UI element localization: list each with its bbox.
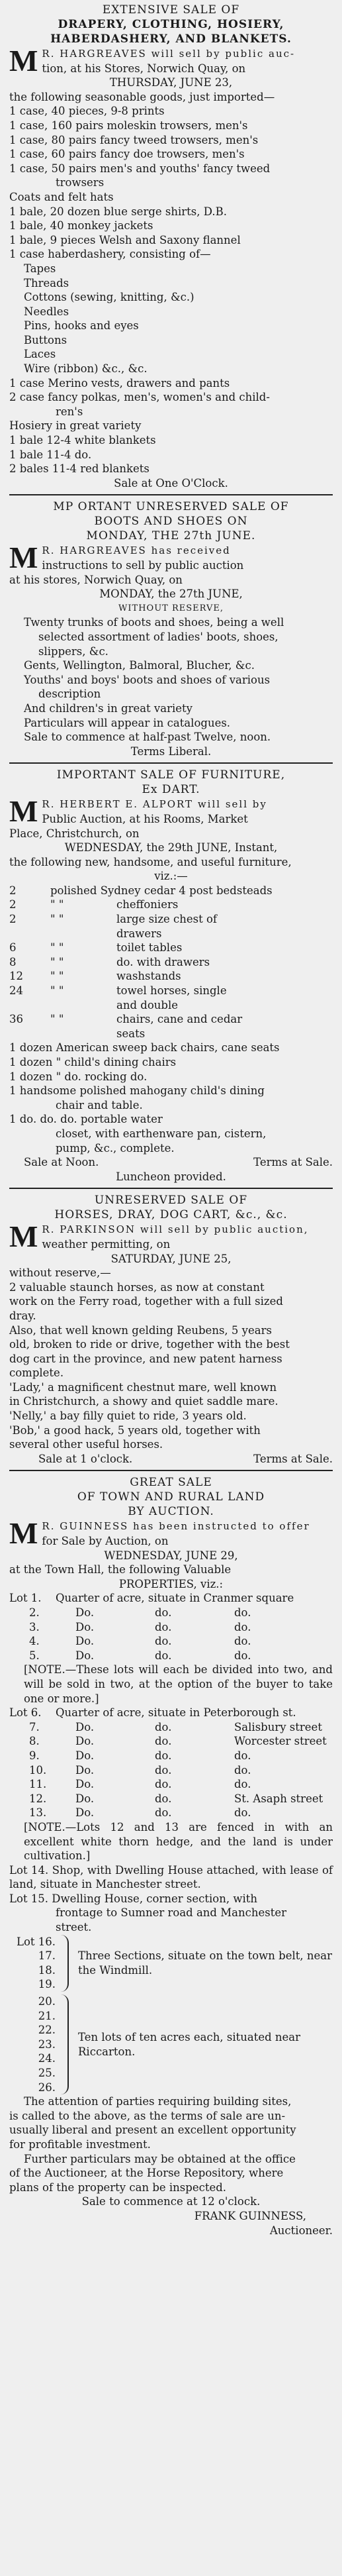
ad-intro: instructions to sell by public auction	[42, 559, 244, 572]
lot-group-riccarton	[9, 1994, 333, 2094]
furniture-item	[9, 998, 333, 1013]
body-line: Particulars will appear in catalogues.	[24, 716, 231, 729]
auctioneer-role: Auctioneer.	[269, 2224, 333, 2237]
body-line: complete.	[9, 1366, 64, 1380]
item-ditto: " "	[50, 955, 64, 968]
item-line: 1 case, 50 pairs men's and youths' fancy tweed	[9, 162, 271, 175]
item-desc: chairs, cane and cedar	[116, 1013, 243, 1026]
furniture-item	[9, 955, 333, 970]
lot-number: 8.	[29, 1735, 40, 1748]
item-ditto: " "	[50, 1013, 64, 1026]
item-line: Cottons (sewing, knitting, &c.)	[24, 291, 194, 304]
item-ditto: " "	[50, 898, 64, 911]
item-line: Pins, hooks and eyes	[24, 319, 139, 333]
furniture-item	[9, 941, 333, 955]
body-line: of the Auctioneer, at the Horse Repository, where	[9, 2167, 284, 2180]
lot-desc: Do.	[75, 1763, 95, 1777]
lot-desc: do.	[234, 1635, 251, 1648]
item-qty: 2	[9, 898, 17, 911]
body-line: for profitable investment.	[9, 2138, 151, 2151]
ad-boots-shoes-sale	[9, 499, 333, 758]
body-line: work on the Ferry road, together with a full sized	[9, 1295, 283, 1308]
item-line: 1 bale, 40 monkey jackets	[9, 219, 153, 232]
item-line: 1 bale 12-4 white blankets	[9, 434, 156, 447]
lot-row	[9, 1706, 333, 1720]
ad-title: EXTENSIVE SALE OF	[102, 3, 240, 17]
item-desc: polished Sydney cedar 4 post bedsteads	[50, 884, 273, 897]
lot-number: 2.	[29, 1606, 40, 1619]
lot-number: 20.	[38, 1995, 56, 2008]
lot-row	[9, 1734, 333, 1749]
item-line: chair and table.	[56, 1098, 143, 1111]
ad-title: UNRESERVED SALE OF	[94, 1194, 248, 1208]
item-ditto: " "	[50, 913, 64, 926]
divider	[9, 762, 333, 764]
ad-intro: at his stores, Norwich Quay, on	[9, 573, 183, 586]
item-ditto: " "	[50, 970, 64, 983]
item-line: 1 do. do. do. portable water	[9, 1113, 163, 1126]
furniture-item	[9, 1027, 333, 1041]
item-line: 2 bales 11-4 red blankets	[9, 462, 150, 476]
divider	[9, 494, 333, 495]
item-line: 1 dozen American sweep back chairs, cane seats	[9, 1041, 280, 1055]
body-line: plans of the property can be inspected.	[9, 2181, 227, 2194]
lot-15: street.	[56, 1921, 92, 1934]
ad-close: Sale to commence at 12 o'clock.	[81, 2195, 261, 2208]
item-desc: washstands	[116, 970, 181, 983]
lot-desc: Salisbury street	[234, 1720, 322, 1733]
ad-date: WEDNESDAY, the 29th JUNE, Instant,	[64, 841, 278, 854]
item-desc: seats	[116, 1027, 146, 1040]
item-line: Tapes	[24, 262, 56, 275]
lot-desc: do.	[155, 1778, 172, 1791]
item-line: 2 case fancy polkas, men's, women's and child-	[9, 391, 270, 404]
ad-intro: R. GUINNESS has been instructed to offer	[42, 1520, 310, 1533]
lot-number: 22.	[38, 2024, 56, 2037]
item-line: 1 bale 11-4 do.	[9, 448, 92, 461]
lot-row	[9, 1777, 333, 1792]
ad-intro: R. HERBERT E. ALPORT will sell by	[42, 798, 267, 811]
item-qty	[9, 1027, 50, 1041]
brace	[56, 1994, 69, 2094]
lot-desc: Quarter of acre, situate in Peterborough st.	[56, 1706, 296, 1720]
ad-intro: for Sale by Auction, on	[42, 1535, 169, 1548]
lot-desc: Do.	[75, 1606, 95, 1619]
item-line: 1 case, 40 pieces, 9-8 prints	[9, 105, 165, 118]
lot-desc: Do.	[75, 1749, 95, 1762]
drop-cap: M	[9, 541, 38, 575]
lot-number: 18.	[38, 1963, 56, 1977]
body-line: Further particulars may be obtained at the office	[24, 2152, 296, 2165]
body-line: 'Lady,' a magnificent chestnut mare, well known	[9, 1380, 277, 1394]
item-desc: drawers	[116, 927, 162, 940]
item-qty: 8	[9, 955, 17, 968]
lot-desc: do.	[155, 1606, 172, 1619]
item-line: 1 case, 160 pairs moleskin trowsers, men's	[9, 119, 248, 132]
item-line: Coats and felt hats	[9, 190, 114, 203]
ad-drapery-sale	[9, 3, 333, 490]
body-line: selected assortment of ladies' boots, shoes,	[38, 630, 278, 643]
item-ditto: " "	[50, 984, 64, 998]
lot-desc: St. Asaph street	[234, 1792, 323, 1805]
lot-desc: Do.	[75, 1635, 95, 1648]
item-line: trowsers	[56, 176, 105, 189]
ad-intro: Place, Christchurch, on	[9, 827, 140, 840]
ad-lead: PROPERTIES, viz.:	[118, 1577, 224, 1590]
lot-15: Lot 15. Dwelling House, corner section, with	[9, 1892, 257, 1905]
item-qty: 24	[9, 984, 23, 998]
ad-viz: viz.:—	[154, 870, 188, 883]
item-qty: 12	[9, 970, 23, 983]
item-ditto: " "	[50, 941, 64, 954]
lot-desc: do.	[155, 1806, 172, 1820]
item-qty: 36	[9, 1013, 23, 1026]
item-qty: 2	[9, 913, 17, 926]
lot-14: Lot 14. Shop, with Dwelling House attached, with lease of land, situate in Manchester street.	[9, 1863, 333, 1891]
item-desc: toilet tables	[116, 941, 183, 954]
lot-desc: Do.	[75, 1720, 95, 1733]
ad-lead: the following new, handsome, and useful furniture,	[9, 855, 292, 868]
ad-intro: R. PARKINSON will sell by public auction,	[42, 1223, 309, 1236]
ad-furniture-sale	[9, 768, 333, 1184]
lot-number: 13.	[29, 1806, 47, 1820]
item-line: closet, with earthenware pan, cistern,	[56, 1127, 267, 1140]
lot-number: 11.	[29, 1778, 47, 1791]
item-qty	[9, 998, 50, 1013]
ad-note: [NOTE.—These lots will each be divided into two, and will be sold in two, at the option of the buyer to take one or more.]	[24, 1663, 333, 1705]
ad-title: DRAPERY, CLOTHING, HOSIERY,	[58, 18, 284, 31]
lot-number: Lot 6.	[9, 1706, 42, 1720]
lot-desc: Do.	[75, 1806, 95, 1820]
lot-number: Lot 16.	[16, 1935, 56, 1948]
item-line: ren's	[56, 405, 83, 418]
lot-number: 5.	[29, 1649, 40, 1662]
item-ditto	[50, 998, 116, 1013]
lot-desc: Worcester street	[234, 1735, 327, 1748]
lot-number: 19.	[38, 1978, 56, 1991]
item-line: 1 bale, 20 dozen blue serge shirts, D.B.	[9, 205, 228, 218]
body-line: usually liberal and present an excellent opportunity	[9, 2124, 296, 2137]
item-line: 1 dozen " do. rocking do.	[9, 1070, 148, 1083]
item-desc: large size chest of	[116, 913, 218, 926]
item-line: 1 case, 60 pairs fancy doe trowsers, men's	[9, 148, 245, 161]
ad-title: GREAT SALE	[130, 1476, 212, 1490]
lot-desc: do.	[234, 1763, 251, 1777]
ad-close: Sale at Noon.	[24, 1156, 99, 1169]
furniture-item	[9, 969, 333, 984]
ad-lead: at the Town Hall, the following Valuable	[9, 1563, 232, 1576]
item-line: Needles	[24, 305, 69, 318]
body-line: 2 valuable staunch horses, as now at constant	[9, 1280, 265, 1294]
lot-row	[9, 1763, 333, 1778]
ad-lunch: Luncheon provided.	[116, 1170, 226, 1183]
lot-desc: do.	[155, 1763, 172, 1777]
item-line: 1 dozen " child's dining chairs	[9, 1056, 177, 1068]
lot-number: 7.	[29, 1720, 40, 1733]
ad-date: WEDNESDAY, JUNE 29,	[104, 1549, 238, 1562]
ad-land-sale	[9, 1475, 333, 2238]
item-line: 1 case, 80 pairs fancy tweed trowsers, men's	[9, 133, 259, 146]
lot-desc: do.	[234, 1606, 251, 1619]
lot-desc: Do.	[75, 1792, 95, 1805]
drop-cap: M	[9, 1516, 38, 1551]
item-line: Threads	[24, 276, 69, 289]
item-qty: 6	[9, 941, 17, 954]
item-line: Buttons	[24, 333, 67, 346]
lot-desc: do.	[234, 1778, 251, 1791]
ad-title: MP ORTANT UNRESERVED SALE OF	[53, 500, 289, 514]
lot-desc: do.	[155, 1792, 172, 1805]
lot-row	[9, 1634, 333, 1649]
ad-date: MONDAY, the 27th JUNE,	[99, 588, 243, 601]
lot-desc: do.	[234, 1806, 251, 1820]
lot-row	[9, 1806, 333, 1820]
lot-row	[9, 1749, 333, 1763]
ad-date: SATURDAY, JUNE 25,	[110, 1252, 232, 1265]
lot-number: 25.	[38, 2067, 56, 2079]
ad-close: Sale at 1 o'clock.	[38, 1452, 133, 1465]
lot-desc: do.	[155, 1635, 172, 1648]
ad-terms: Terms at Sale.	[253, 1452, 333, 1465]
furniture-item	[9, 1012, 333, 1027]
ad-horses-sale	[9, 1193, 333, 1466]
item-line: 1 case haberdashery, consisting of—	[9, 248, 211, 261]
body-line: 'Bob,' a good hack, 5 years old, together with	[9, 1423, 261, 1437]
ad-title: MONDAY, THE 27th JUNE.	[86, 529, 256, 543]
item-desc: cheffoniers	[116, 898, 179, 911]
ad-intro: R. HARGREAVES has received	[42, 544, 231, 557]
lot-desc: Do.	[75, 1620, 95, 1633]
body-line: And children's in great variety	[24, 701, 192, 715]
ad-intro: R. HARGREAVES will sell by public auc-	[42, 48, 296, 60]
lot-15: frontage to Sumner road and Manchester	[56, 1906, 286, 1920]
lot-number: 21.	[38, 2009, 56, 2022]
item-desc: towel horses, single	[116, 984, 227, 998]
lot-desc: do.	[234, 1620, 251, 1633]
ad-intro: tion, at his Stores, Norwich Quay, on	[42, 62, 246, 75]
body-line: without reserve,—	[9, 1266, 111, 1280]
lot-desc: do.	[234, 1749, 251, 1762]
lot-number: 10.	[29, 1763, 47, 1777]
body-line: Sale to commence at half-past Twelve, noon.	[24, 731, 271, 744]
ad-title: Ex DART.	[142, 783, 200, 797]
lot-desc: do.	[155, 1735, 172, 1748]
item-qty	[9, 927, 50, 941]
ad-terms: Terms Liberal.	[130, 745, 212, 758]
body-line: is called to the above, as the terms of sale are un-	[9, 2109, 286, 2122]
ad-note: [NOTE.—Lots 12 and 13 are fenced in with an excellent white thorn hedge, and the land is under cultivation.]	[24, 1820, 333, 1863]
ad-intro: Public Auction, at his Rooms, Market	[42, 812, 248, 825]
drop-cap: M	[9, 794, 38, 829]
lot-row	[9, 1606, 333, 1620]
furniture-item	[9, 984, 333, 998]
furniture-item	[9, 884, 333, 898]
lot-number: 9.	[29, 1749, 40, 1762]
lot-desc: do.	[155, 1620, 172, 1633]
ad-title: OF TOWN AND RURAL LAND	[77, 1490, 265, 1504]
item-desc: do. with drawers	[116, 955, 210, 968]
furniture-item	[9, 912, 333, 927]
lot-desc: Quarter of acre, situate in Cranmer square	[56, 1592, 294, 1605]
item-line: Wire (ribbon) &c., &c.	[24, 362, 148, 376]
lot-desc: do.	[234, 1649, 251, 1662]
lot-row	[9, 1649, 333, 1663]
lot-row	[9, 1792, 333, 1806]
divider	[9, 1470, 333, 1471]
body-line: dog cart in the province, and new patent harness	[9, 1352, 282, 1365]
lot-number: 23.	[38, 2037, 56, 2051]
body-line: description	[38, 688, 101, 701]
ad-date: THURSDAY, JUNE 23,	[109, 76, 233, 89]
body-line: old, broken to ride or drive, together with the best	[9, 1338, 290, 1351]
lot-desc: do.	[155, 1649, 172, 1662]
drop-cap: M	[9, 1219, 38, 1254]
body-line: The attention of parties requiring building sites,	[24, 2095, 292, 2108]
body-line: in Christchurch, a showy and quiet saddle mare.	[9, 1395, 278, 1408]
lot-row	[9, 1620, 333, 1635]
lot-row	[9, 1720, 333, 1735]
lot-desc: Do.	[75, 1649, 95, 1662]
lot-number: 12.	[29, 1792, 47, 1805]
lot-desc: do.	[155, 1720, 172, 1733]
item-line: Laces	[24, 348, 56, 361]
item-line: Hosiery in great variety	[9, 419, 142, 433]
body-line: slippers, &c.	[38, 644, 108, 658]
body-line: several other useful horses.	[9, 1438, 163, 1451]
item-line: 1 handsome polished mahogany child's dining	[9, 1084, 265, 1098]
ad-title: IMPORTANT SALE OF FURNITURE,	[56, 768, 286, 782]
lot-number: 4.	[29, 1635, 40, 1648]
body-line: Youths' and boys' boots and shoes of various	[24, 673, 271, 686]
item-line: 1 bale, 9 pieces Welsh and Saxony flannel	[9, 233, 241, 246]
ad-terms: Terms at Sale.	[253, 1156, 333, 1169]
lot-number: 26.	[38, 2081, 56, 2094]
furniture-item	[9, 898, 333, 912]
item-ditto	[50, 1027, 116, 1041]
furniture-item	[9, 927, 333, 941]
body-line: 'Nelly,' a bay filly quiet to ride, 3 years old.	[9, 1410, 247, 1423]
lot-row	[9, 1591, 333, 1606]
lot-group-desc: Three Sections, situate on the town belt, near the Windmill.	[78, 1949, 332, 1977]
ad-title: HABERDASHERY, AND BLANKETS.	[50, 32, 292, 46]
ad-lead: the following seasonable goods, just imported—	[9, 90, 275, 103]
item-qty: 2	[9, 884, 17, 897]
ad-title: HORSES, DRAY, DOG CART, &c., &c.	[54, 1208, 288, 1222]
lot-number: 17.	[38, 1949, 56, 1963]
body-line: Twenty trunks of boots and shoes, being a well	[24, 616, 284, 629]
ad-title: BOOTS AND SHOES ON	[94, 515, 248, 529]
lot-desc: Do.	[75, 1778, 95, 1791]
body-line: Also, that well known gelding Reubens, 5 years	[9, 1323, 272, 1337]
ad-title: BY AUCTION.	[128, 1505, 214, 1519]
item-ditto	[50, 927, 116, 941]
item-desc: and double	[116, 998, 178, 1011]
brace	[56, 1935, 69, 1992]
item-line: pump, &c., complete.	[56, 1141, 175, 1155]
lot-desc: Do.	[75, 1735, 95, 1748]
lot-number: 3.	[29, 1620, 40, 1633]
lot-group-town-belt	[9, 1935, 333, 1992]
drop-cap: M	[9, 44, 38, 77]
body-line: Gents, Wellington, Balmoral, Blucher, &c.	[24, 659, 255, 672]
item-line: 1 case Merino vests, drawers and pants	[9, 376, 230, 389]
body-line: dray.	[9, 1309, 36, 1322]
lot-number: Lot 1.	[9, 1592, 42, 1605]
lot-desc: do.	[155, 1749, 172, 1762]
lot-group-desc: Ten lots of ten acres each, situated near Riccarton.	[78, 2031, 301, 2058]
ad-no-reserve: WITHOUT RESERVE,	[118, 603, 224, 613]
ad-close: Sale at One O'Clock.	[114, 476, 228, 489]
ad-intro: weather permitting, on	[42, 1237, 171, 1251]
divider	[9, 1188, 333, 1189]
lot-number: 24.	[38, 2052, 56, 2065]
auctioneer-signature: FRANK GUINNESS,	[194, 2209, 306, 2222]
